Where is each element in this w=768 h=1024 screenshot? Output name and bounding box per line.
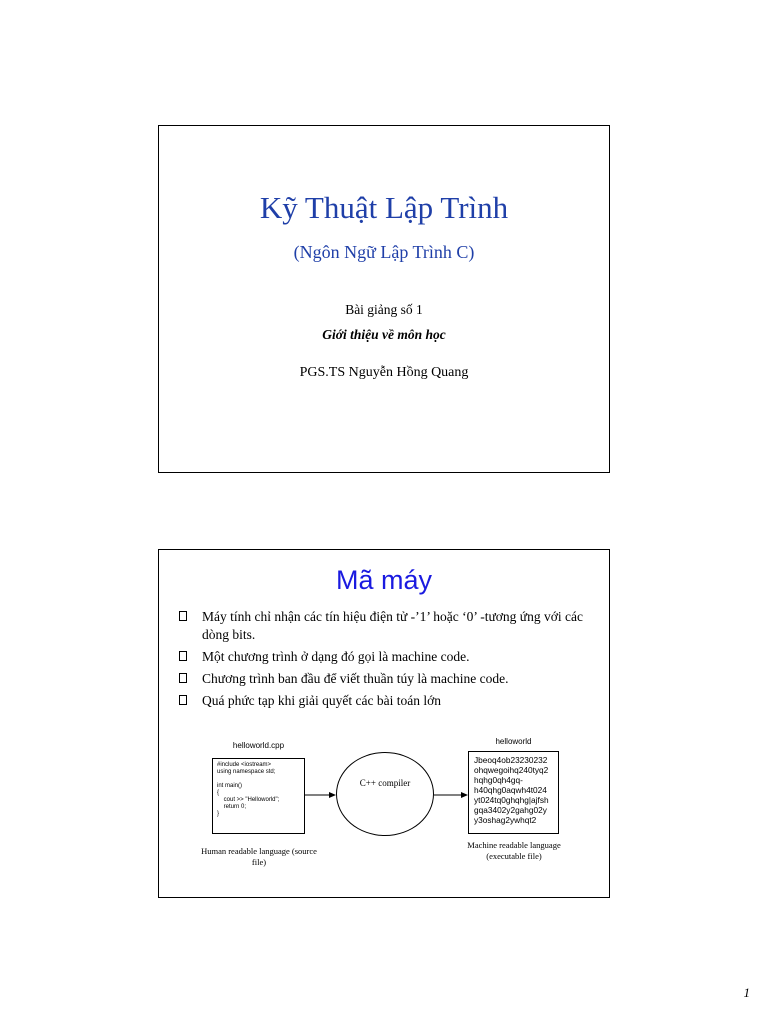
title-slide [158, 125, 610, 473]
source-caption: Human readable language (source file) [201, 846, 317, 867]
machine-code-slide [158, 549, 610, 898]
slide-title: Kỹ Thuật Lập Trình [259, 190, 509, 225]
slide-title: Mã máy [335, 565, 433, 595]
exe-file-label: helloworld [495, 737, 532, 746]
source-file-label: helloworld.cpp [232, 741, 285, 750]
compiler-ellipse [336, 752, 434, 836]
lecture-topic: Giới thiệu về môn học [322, 327, 446, 342]
bullet-text: Một chương trình ở dạng đó gọi là machine code. [202, 649, 470, 664]
executable-content-box: Jbeoq4ob23230232 ohqwegoihq240tyq2 hqhg0qh4gq-h40qhg0aqwh4t024 yt024tq0ghqhg|ajfsh gqa3402y2gahg02y y3oshag2ywhqt2 [468, 751, 559, 834]
lecture-number: Bài giảng số 1 [345, 302, 423, 317]
exe-caption: Machine readable language (executable file) [467, 840, 561, 861]
author-name: PGS.TS Nguyễn Hồng Quang [299, 365, 469, 380]
page-number: 1 [743, 985, 750, 1000]
source-code-box: #include <iostream> using namespace std; int main() { cout >> "Helloworld"; return 0; } [212, 758, 305, 834]
bullet-text: Chương trình ban đầu để viết thuần túy là machine code. [202, 671, 509, 686]
bullet-text: Máy tính chỉ nhận các tín hiệu điện tử -’1’ hoặc ‘0’ -tương ứng với các dòng bits. [202, 609, 583, 642]
arrowhead-icon [329, 792, 336, 798]
compile-diagram [159, 550, 611, 899]
arrowhead-icon [461, 792, 468, 798]
slide-subtitle: (Ngôn Ngữ Lập Trình C) [293, 242, 475, 262]
bullet-text: Quá phức tạp khi giải quyết các bài toán lớn [202, 693, 442, 708]
compiler-label: C++ compiler [359, 778, 411, 788]
